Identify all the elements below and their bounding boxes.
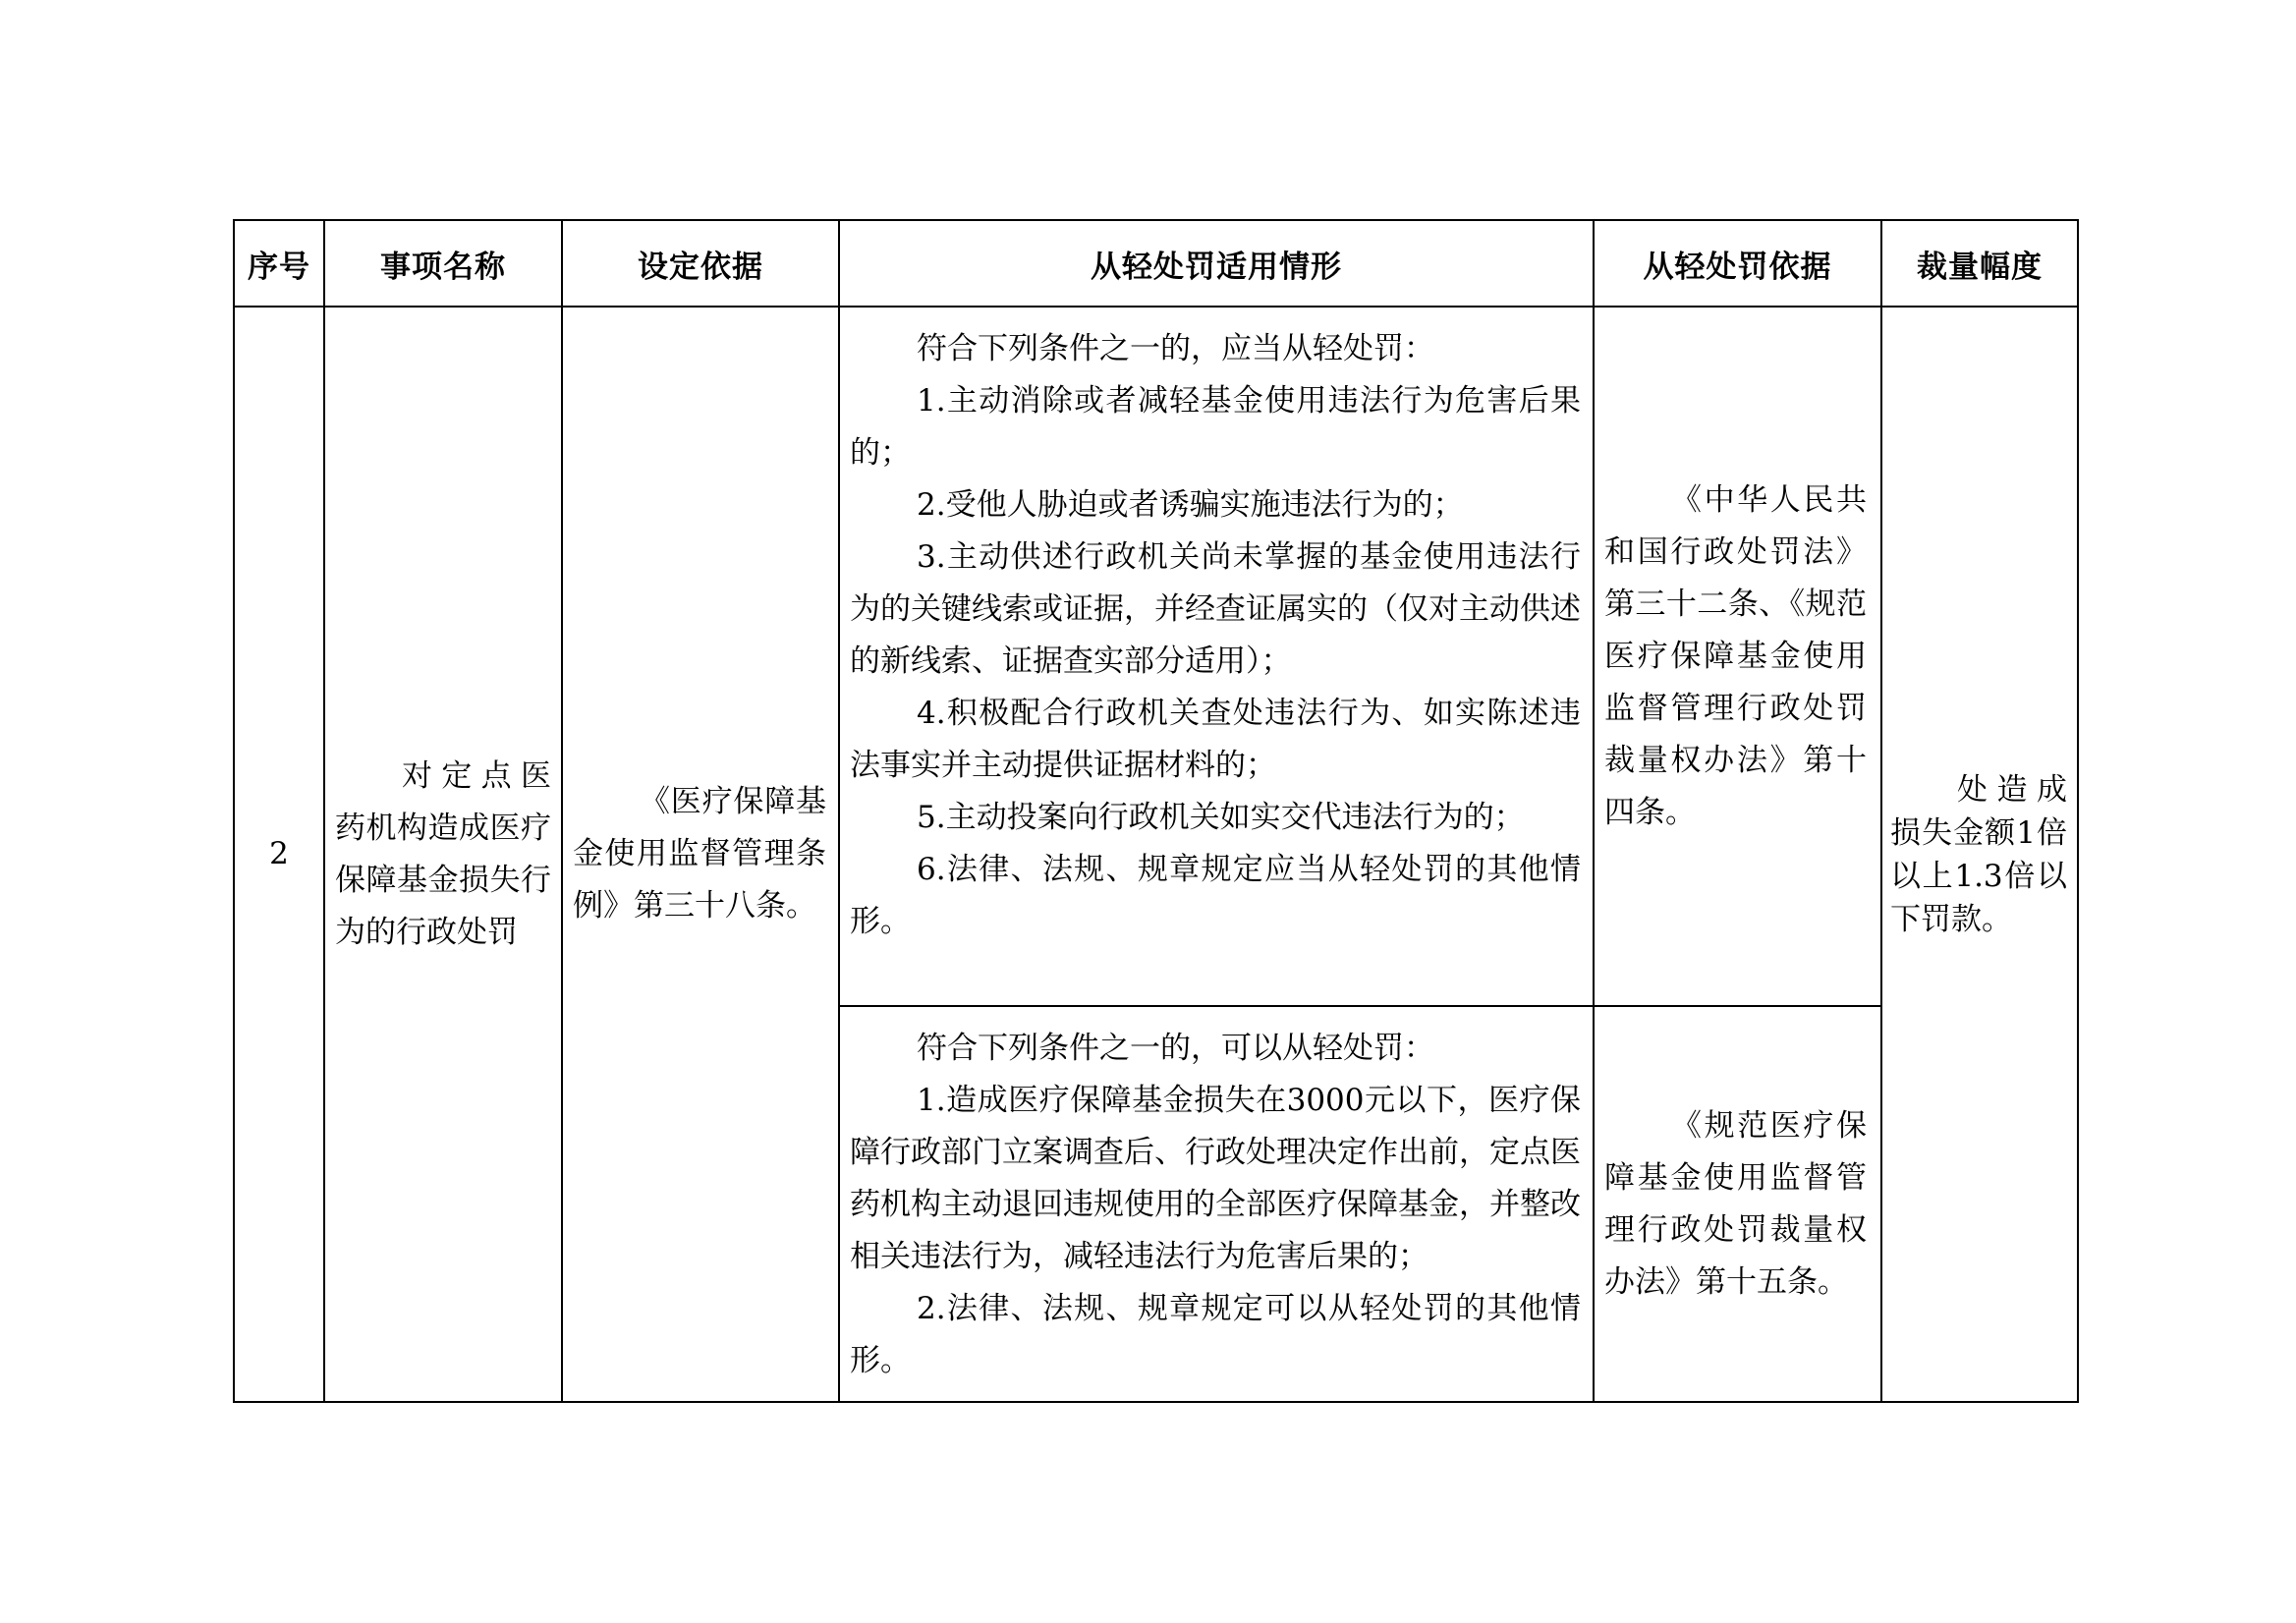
table-row: [234, 307, 2078, 1006]
header-range: 裁量幅度: [1881, 220, 2078, 307]
situation-line: 符合下列条件之一的，可以从轻处罚：: [917, 1031, 1434, 1066]
situation-line: 6.法律、法规、规章规定应当从轻处罚的其他情形。: [850, 852, 1581, 939]
situation-line: 2.法律、法规、规章规定可以从轻处罚的其他情形。: [850, 1291, 1581, 1378]
cell-situation-mandatory: [839, 307, 1594, 1006]
situation-line: 1.造成医疗保障基金损失在3000元以下，医疗保障行政部门立案调查后、行政处理决定作出前，定点医药机构主动退回违规使用的全部医疗保障基金，并整改相关违法行为，减轻违法行为危害后果的；: [850, 1083, 1581, 1274]
header-lenient-basis: 从轻处罚依据: [1594, 220, 1881, 307]
situation-line: 3.主动供述行政机关尚未掌握的基金使用违法行为的关键线索或证据，并经查证属实的（仅对主动供述的新线索、证据查实部分适用）；: [850, 539, 1581, 679]
header-row: [234, 220, 2078, 307]
situation-line: 1.主动消除或者减轻基金使用违法行为危害后果的；: [850, 383, 1581, 471]
lenient-basis-text: 《中华人民共和国行政处罚法》第三十二条、《规范医疗保障基金使用监督管理行政处罚裁量权办法》第十四条。: [1604, 481, 1867, 830]
range-text: 处造成损失金额1倍以上1.3倍以下罚款。: [1890, 771, 2067, 937]
header-no: 序号: [234, 220, 324, 307]
cell-lenient-basis-mandatory: [1594, 307, 1881, 1006]
lenient-basis-text: 《规范医疗保障基金使用监督管理行政处罚裁量权办法》第十五条。: [1604, 1107, 1867, 1300]
header-situation: 从轻处罚适用情形: [839, 220, 1594, 307]
cell-lenient-basis-optional: [1594, 1006, 1881, 1402]
situation-line: 2.受他人胁迫或者诱骗实施违法行为的；: [917, 487, 1464, 523]
situation-line: 符合下列条件之一的，应当从轻处罚：: [917, 331, 1434, 366]
header-item-name: 事项名称: [324, 220, 562, 307]
header-legal-basis: 设定依据: [562, 220, 839, 307]
legal-basis-text: 《医疗保障基金使用监督管理条例》第三十八条。: [573, 784, 826, 923]
situation-line: 5.主动投案向行政机关如实交代违法行为的；: [917, 800, 1525, 835]
cell-range: [1881, 307, 2078, 1402]
cell-situation-optional: [839, 1006, 1594, 1402]
cell-no: 2: [234, 307, 324, 1402]
cell-legal-basis: [562, 307, 839, 1402]
item-name-text: 对定点医药机构造成医疗保障基金损失行为的行政处罚: [335, 757, 551, 950]
situation-line: 4.积极配合行政机关查处违法行为、如实陈述违法事实并主动提供证据材料的；: [850, 696, 1581, 783]
cell-item-name: [324, 307, 562, 1402]
discretion-table: [233, 219, 2079, 1403]
